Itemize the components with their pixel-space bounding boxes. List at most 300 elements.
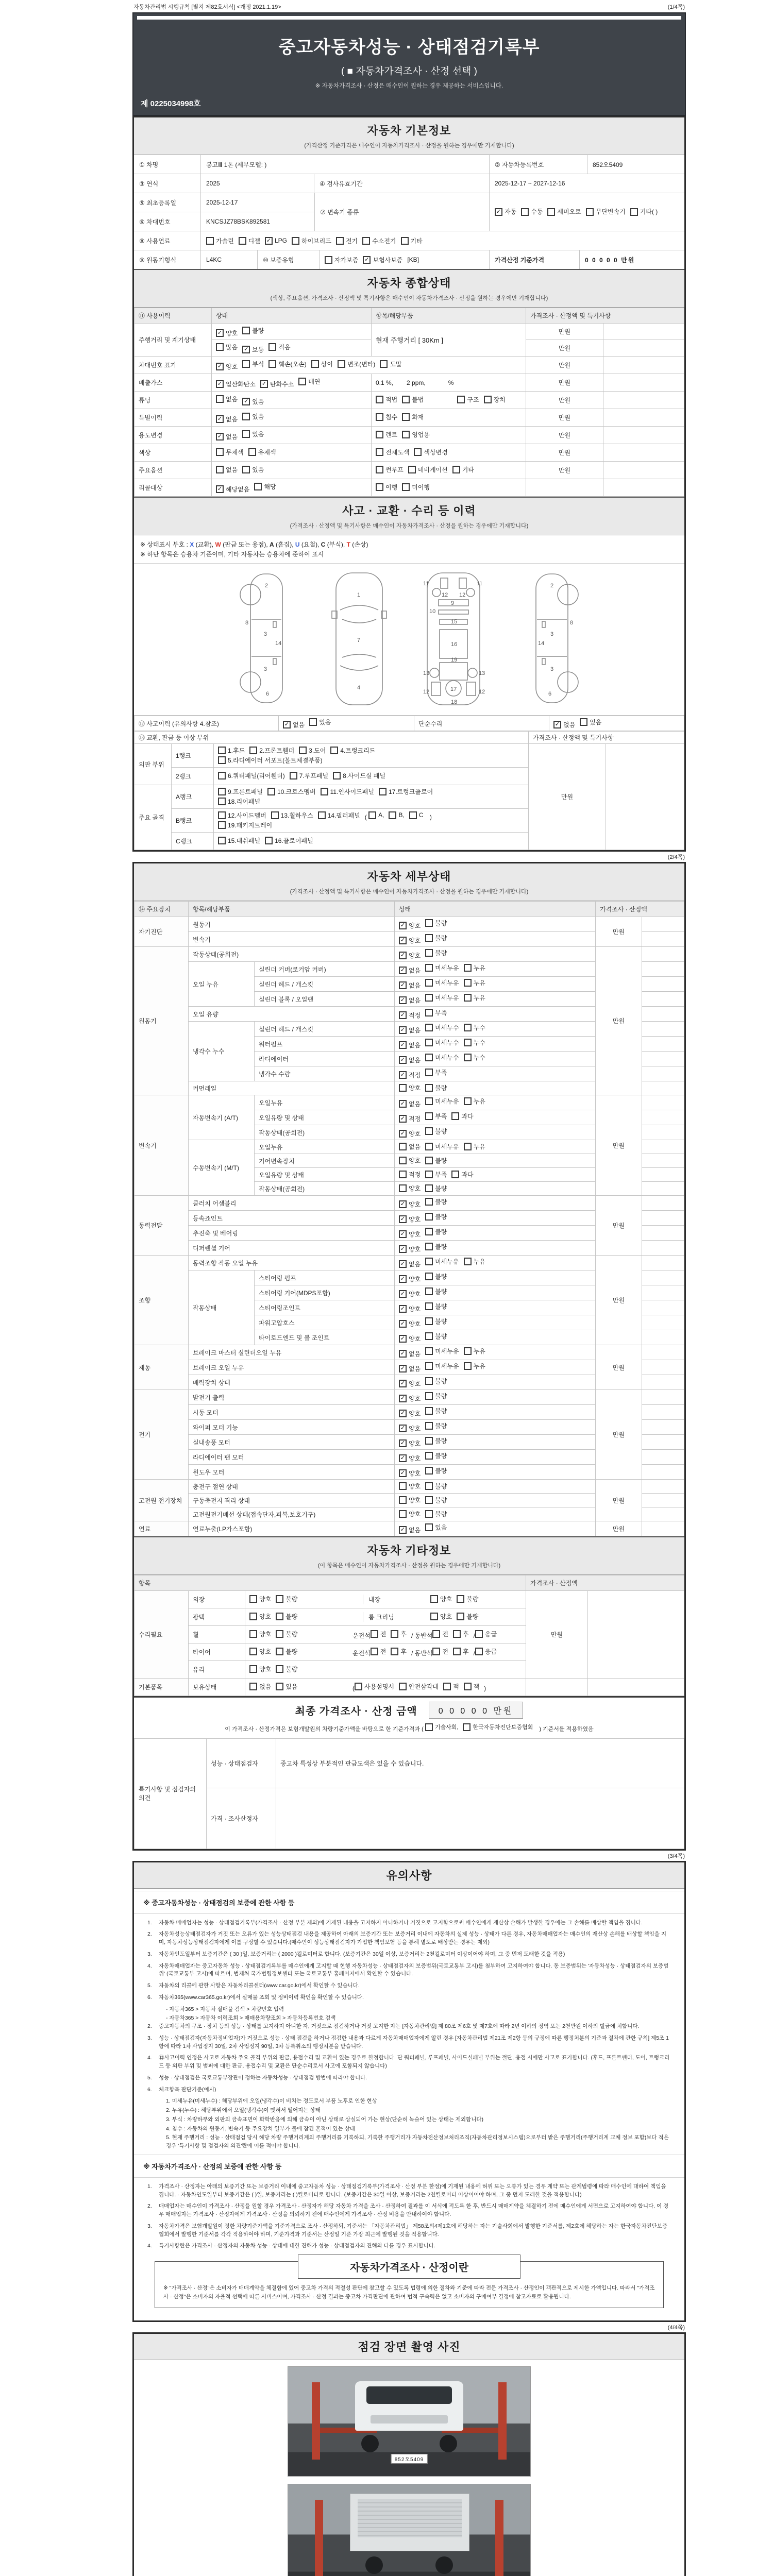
checkbox: 불량 — [457, 1595, 478, 1603]
checkbox: 안전삼각대 — [399, 1682, 439, 1691]
checkbox: 불량 — [425, 1510, 447, 1518]
notice-item: 1. 가격조사 · 산정자는 아래의 보증기간 또는 보증거리 이내에 중고자동차 성능 · 상태점검기록부(가격조사 · 산정 부분 한정)에 기재된 내용에 허위 또는 오류가 있는 경우 계약 또는 관계법령에 따라 매수인에 대하여 책임을 집니다. · 자동차인도일부터 보증기간은 ( )일, 보증거리는 ( )킬로미터로 합니다. (보증기간은 30일 이상, 보증거리는 2천킬로미터 이상이어야 하며, 그 중 먼저 도래한 것을 적용합니다) — [147, 2183, 666, 2198]
truck-wheel-icon — [365, 2556, 383, 2574]
state-options — [395, 1521, 596, 1536]
checkbox: 있음 — [309, 718, 331, 726]
svg-text:6: 6 — [548, 691, 552, 697]
table-cell — [642, 1022, 684, 1037]
state-options — [395, 1480, 596, 1494]
checkbox: 양호 — [249, 1665, 271, 1673]
notice-item: 3. 자동차가격은 보험개발원이 정한 차량기준가액을 기준가격으로 조사 · 산정하되, 기준서는 「자동차관리법」 제58조의4제1호에 해당하는 자는 기술사회에서 발행한 기준서를, 제2호에 해당하는 자는 한국자동차진단보증협회에서 발행한 기준서를 각각 적용하여야 하며, 기준가격과 기준서는 산정일 기준 가장 최근에 발행된 것을 적용합니다. — [147, 2223, 668, 2238]
svg-text:18: 18 — [451, 699, 458, 705]
usage-label: 튜닝 — [135, 392, 212, 409]
checkbox: 불량 — [425, 1392, 447, 1400]
rank-items — [214, 785, 529, 809]
other-item-label: 보유상태 — [189, 1679, 245, 1696]
text-fragment: ) 기준서를 적용하였음 — [537, 1726, 594, 1733]
table-cell: 만원 — [526, 1591, 588, 1679]
definition-box-text: ※ "가격조사 · 산정"은 소비자가 매매계약을 체결함에 있어 중고차 가격의 적절성 판단에 참고할 수 있도록 법령에 의한 절차와 기준에 따라 전문 가격조사 · 산정인이 객관적으로 제시한 가액입니다. 따라서 "가격조사 · 산정"은 소비자의 자율적 선택에 따른 서비스이며, 가격조사 · 산정 결과는 중고차 가격판단에 관하여 법적 구속력은 없고 소비자의 구매여부 결정에 참고자료로 활용됩니다. — [163, 2285, 655, 2300]
checkbox: 불량 — [457, 1612, 478, 1621]
detail-col-state: 상태 — [395, 902, 596, 917]
checkbox: 6.쿼터패널(리어휀더) — [218, 771, 285, 780]
checkbox: 불량 — [425, 948, 447, 957]
checkbox: 불량 — [425, 934, 447, 942]
checkbox: 기타 — [401, 236, 423, 245]
lift-post-icon — [315, 2500, 323, 2576]
checkbox: ✓ 양호 — [399, 936, 421, 945]
state-options — [395, 1022, 596, 1037]
text-fragment: ) — [428, 813, 432, 821]
checkbox: 누유 — [464, 993, 485, 1002]
table-cell — [642, 1285, 684, 1300]
warranty-options — [320, 250, 490, 269]
table-cell — [642, 1125, 684, 1140]
table-cell: 만원 — [596, 1196, 642, 1256]
svg-text:12: 12 — [479, 689, 485, 695]
checkbox: 누유 — [464, 1347, 485, 1355]
checkbox: 3.도어 — [299, 746, 326, 755]
checkbox: ✓ 없음 — [399, 1364, 421, 1373]
table-cell — [603, 340, 684, 357]
table-cell — [603, 427, 684, 444]
usage-label: 배출가스 — [135, 374, 212, 392]
other-item-options: 양호 불량 내장 양호 불량 — [245, 1591, 526, 1608]
checkbox: 영업용 — [402, 430, 430, 439]
table-row — [135, 1521, 684, 1536]
text-fragment: ( — [364, 813, 369, 821]
checkbox: ✓ 없음 — [399, 1260, 421, 1268]
checkbox: 불량 — [276, 1647, 297, 1656]
svg-text:4: 4 — [357, 685, 361, 691]
table-row — [135, 479, 684, 497]
table-cell: 만원 — [596, 1480, 642, 1521]
label-fuel: ⑧ 사용연료 — [134, 231, 201, 250]
table-cell — [212, 479, 372, 497]
table-cell — [603, 409, 684, 427]
table-cell — [642, 1211, 684, 1226]
checkbox: 불량 — [425, 1287, 447, 1296]
svg-text:14: 14 — [538, 640, 545, 647]
item-label: 작동상태 — [189, 1270, 255, 1345]
item-label: 발전기 출력 — [189, 1390, 395, 1405]
checkbox: 7.루프패널 — [290, 771, 328, 780]
table-cell — [642, 1315, 684, 1330]
text-fragment: (교환), — [194, 541, 215, 548]
checkbox: 있음 — [242, 465, 264, 474]
state-options — [395, 1182, 596, 1196]
checkbox: 미세누수 — [425, 1053, 459, 1062]
checkbox: 침수 — [376, 413, 397, 421]
table-cell: 만원 — [596, 1345, 642, 1390]
fuel-options — [201, 231, 684, 250]
checkbox: 양호 — [249, 1647, 271, 1656]
table-cell — [212, 357, 526, 374]
checkbox: 누수 — [464, 1023, 485, 1032]
table-cell — [642, 1375, 684, 1390]
checkbox: ✓ 양호 — [399, 1230, 421, 1239]
notice-subitem: - 자동차365 > 자동차 실매물 검색 > 차량번호 입력 — [166, 2006, 284, 2012]
checkbox: 18.리어패널 — [218, 797, 260, 806]
lift-post-icon — [495, 2500, 503, 2576]
exchange-section-label: ⑬ 교환, 판금 등 이상 부위 — [135, 732, 529, 744]
checkbox: ✓ 양호 — [216, 362, 238, 371]
checkbox: A, — [368, 811, 384, 819]
table-cell — [642, 1081, 684, 1095]
device-group-label: 동력전달 — [135, 1196, 189, 1256]
part-label: 실린더 블록 / 오일팬 — [255, 992, 395, 1007]
checkbox: ✓ 양호 — [399, 1290, 421, 1298]
checkbox: 누유 — [464, 1142, 485, 1151]
notice-box — [132, 1861, 686, 2322]
table-cell — [642, 1052, 684, 1066]
usage-label: 주요옵션 — [135, 462, 212, 479]
final-price-note — [134, 1723, 684, 1733]
svg-text:3: 3 — [264, 631, 267, 637]
checkbox: 미세누유 — [425, 993, 459, 1002]
checkbox: 16.플로어패널 — [265, 836, 313, 845]
vehicle-top-diagram — [330, 570, 389, 708]
page-topline — [132, 0, 686, 12]
item-label: 커먼레일 — [189, 1081, 395, 1095]
checkbox: 부족 — [425, 1068, 447, 1077]
table-cell: 만원 — [526, 427, 603, 444]
checkbox: ✓ 없음 — [553, 720, 575, 729]
device-group-label: 자기진단 — [135, 917, 189, 947]
svg-text:12: 12 — [423, 689, 430, 695]
text-fragment: [KB] — [407, 256, 419, 263]
table-cell — [603, 462, 684, 479]
text-fragment: W — [215, 541, 221, 548]
table-row — [135, 1095, 684, 1110]
table-cell — [642, 1037, 684, 1052]
checkbox: 전 — [432, 1647, 448, 1656]
checkbox: ✓ 보험사보증 — [363, 256, 402, 264]
svg-text:19: 19 — [451, 657, 458, 663]
checkbox: 19.패키지트레이 — [218, 821, 272, 829]
usage-label: 차대번호 표기 — [135, 357, 212, 374]
other-item-options: 양호 불량 룸 크리닝 양호 불량 — [245, 1608, 526, 1626]
table-cell — [642, 1168, 684, 1182]
form-reference: 자동차관리법 시행규칙 [별지 제82호서식] <개정 2021.1.19> — [133, 4, 281, 10]
summary-title: 자동차 종합상태 — [367, 277, 451, 290]
device-group-label: 조향 — [135, 1256, 189, 1345]
item-label: 오일 유량 — [189, 1007, 395, 1022]
detail-col-price: 가격조사 · 산정액 — [596, 902, 684, 917]
checkbox: 불량 — [276, 1665, 297, 1673]
checkbox: 미세누수 — [425, 1023, 459, 1032]
checkbox: 매연 — [298, 377, 320, 386]
checkbox: 불량 — [425, 1227, 447, 1236]
item-label: 윈도우 모터 — [189, 1465, 395, 1480]
legend-line-2: ※ 하단 항목은 승용차 기준이며, 기타 자동차는 승용차에 준하여 표시 — [140, 551, 324, 558]
rank-items — [214, 833, 529, 850]
checkbox: 누유 — [464, 1362, 485, 1370]
table-row — [135, 357, 684, 374]
table-cell — [372, 427, 526, 444]
photo-title: 점검 장면 촬영 사진 — [358, 2340, 461, 2353]
state-options — [395, 1435, 596, 1450]
state-options — [395, 1211, 596, 1226]
checkbox: 2.프론트휀더 — [249, 746, 294, 755]
vehicle-side-right-diagram — [518, 570, 580, 708]
checkbox: 불량 — [276, 1595, 297, 1603]
table-row — [135, 409, 684, 427]
device-group-label: 고전원 전기장치 — [135, 1480, 189, 1521]
state-options — [395, 962, 596, 977]
table-row — [135, 1480, 684, 1494]
opinions-table — [134, 1738, 684, 1849]
checkbox: 누유 — [464, 978, 485, 987]
device-group-label: 변속기 — [135, 1095, 189, 1196]
state-options — [395, 1285, 596, 1300]
item-label: 실내송풍 모터 — [189, 1435, 395, 1450]
checkbox: 미세누유 — [425, 1142, 459, 1151]
checkbox: 13.휠하우스 — [271, 811, 313, 820]
svg-text:11: 11 — [423, 581, 429, 587]
svg-text:8: 8 — [570, 620, 574, 626]
checkbox: 전 — [432, 1630, 448, 1638]
table-cell — [212, 392, 372, 409]
item-label: 변속기 — [189, 932, 395, 947]
part-label: 실린더 헤드 / 개스킷 — [255, 1022, 395, 1037]
checkbox: ✓ 없음 — [399, 1056, 421, 1064]
table-cell — [212, 444, 372, 462]
table-cell — [642, 1300, 684, 1315]
state-options — [395, 1256, 596, 1270]
state-options — [395, 1052, 596, 1066]
checkbox: 11.인사이드패널 — [321, 787, 374, 796]
item-label: 클러치 어셈블리 — [189, 1196, 395, 1211]
table-cell — [642, 1154, 684, 1168]
checkbox: 화재 — [402, 413, 424, 421]
checkbox: 있음 — [425, 1523, 447, 1532]
inspector-opinion: 중고차 특성상 부분적인 판금도색은 있을 수 있습니다. — [276, 1738, 684, 1788]
other-col-item: 항목 — [135, 1575, 526, 1591]
svg-text:17: 17 — [450, 686, 457, 692]
checkbox: 장치 — [484, 395, 506, 404]
checkbox: 4.트렁크리드 — [330, 746, 375, 755]
svg-text:2: 2 — [265, 583, 268, 589]
checkbox: 미세누수 — [425, 1038, 459, 1047]
transmission-options — [490, 193, 684, 231]
checkbox: ✓ 양호 — [399, 1409, 421, 1418]
checkbox: 미이행 — [402, 483, 430, 492]
checkbox: 10.크로스멤버 — [267, 787, 316, 796]
notice-subitem: 4. 침수 : 자동차의 원동기, 변속기 등 주요장치 일부가 물에 잠긴 흔적이 있는 상태 — [166, 2125, 355, 2132]
notice-item: 4. 특기사항란은 가격조사 · 산정자의 자동차 성능 · 상태에 대한 견해가 성능 · 상태점검자의 견해와 다를 경우 표시합니다. — [147, 2243, 435, 2249]
checkbox: ✓ 양호 — [399, 921, 421, 930]
checkbox: 누수 — [464, 1038, 485, 1047]
item-label: 시동 모터 — [189, 1405, 395, 1420]
table-cell — [603, 479, 684, 497]
checkbox: 부족 — [425, 1170, 447, 1179]
checkbox: 누유 — [464, 1257, 485, 1266]
item-label: 냉각수 누수 — [189, 1022, 255, 1081]
value-reg-no: 852오5409 — [593, 161, 623, 168]
part-label: 스티어링조인트 — [255, 1300, 395, 1315]
state-options — [395, 1140, 596, 1154]
state-options — [395, 1125, 596, 1140]
checkbox: 불량 — [425, 1332, 447, 1341]
label-vin: ⑥ 차대번호 — [134, 212, 201, 231]
table-row — [135, 744, 684, 768]
state-options — [395, 1420, 596, 1435]
detail-table — [134, 901, 684, 1536]
item-label: 추진축 및 베어링 — [189, 1226, 395, 1241]
text-fragment: T — [346, 541, 350, 548]
basic-info-table — [134, 155, 684, 269]
state-options — [395, 1270, 596, 1285]
truck-shutter-icon — [358, 2499, 462, 2537]
state-options — [395, 947, 596, 962]
checkbox: 세미오토 — [547, 206, 581, 218]
state-options — [395, 1315, 596, 1330]
svg-text:13: 13 — [479, 670, 485, 676]
checkbox: 있음 — [242, 412, 264, 421]
inspector-label: 성능 · 상태점검자 — [207, 1738, 276, 1788]
checkbox: 전 — [371, 1647, 386, 1656]
checkbox: 무단변속기 — [586, 206, 626, 218]
table-cell — [642, 1345, 684, 1360]
checkbox: 구조 — [457, 395, 479, 404]
checkbox: ✓ 없음 — [399, 966, 421, 975]
table-cell — [642, 1521, 684, 1536]
table-cell — [642, 1450, 684, 1465]
inspection-photo-front — [288, 2366, 531, 2477]
table-cell — [642, 1390, 684, 1405]
checkbox: B, — [389, 811, 404, 819]
checkbox: 없음 — [216, 465, 238, 474]
svg-text:3: 3 — [264, 666, 267, 672]
part-label: 스티어링 기어(MDPS포함) — [255, 1285, 395, 1300]
checkbox: 하이브리드 — [292, 236, 331, 245]
table-cell — [212, 462, 372, 479]
checkbox: 디젤 — [239, 236, 260, 245]
checkbox: 누유 — [464, 963, 485, 972]
checkbox: 미세누유 — [425, 1362, 459, 1370]
item-label: 동력조향 작동 오일 누유 — [189, 1256, 395, 1270]
simple-repair-options — [549, 716, 684, 731]
checkbox: 미세누유 — [425, 1257, 459, 1266]
table-cell — [603, 324, 684, 340]
table-row — [135, 324, 684, 340]
checkbox: 불량 — [425, 1406, 447, 1415]
table-cell: 만원 — [596, 1390, 642, 1480]
table-cell: 만원 — [596, 1521, 642, 1536]
part-label: 실린더 헤드 / 개스킷 — [255, 977, 395, 992]
item-label: 자동변속기 (A/T) — [189, 1095, 255, 1140]
state-options — [395, 1095, 596, 1110]
checkbox: ✓ 양호 — [399, 1454, 421, 1463]
checkbox: 전체도색 — [376, 448, 409, 456]
notice-header — [134, 1862, 684, 1889]
checkbox: 불량 — [425, 1127, 447, 1136]
notice-subitem: - 자동차365 > 자동차 이력조회 > 매매용차량조회 > 자동차등록번호 검색 — [166, 2015, 336, 2022]
rank-label: A랭크 — [172, 785, 214, 809]
text-fragment: 2 ppm, — [407, 379, 426, 386]
table-cell — [642, 962, 684, 977]
detail-col-item: 항목/해당부품 — [189, 902, 395, 917]
text-fragment: ※ 상태표시 부호 : — [140, 541, 190, 548]
checkbox: 한국자동차진단보증협회 — [463, 1723, 533, 1731]
price-appraisal-definition-box — [155, 2261, 664, 2308]
checkbox: 전 — [371, 1630, 386, 1638]
notice-item: 3. 성능 · 상태점검자(자동차정비업자)가 거짓으로 성능 · 상태 점검을 하거나 점검한 내용과 다르게 자동차매매업자에게 알린 경우 [자동차관리법 제21조 제2항 등의 규정에 따른 행정처분의 기준과 절차에 관한 규칙] 제5조 1항에 따라 1차 사업정지 30일, 2차 사업정지 90일, 3차 등록취소의 행정처분을 받습니다. — [147, 2035, 669, 2049]
checkbox: 양호 — [399, 1510, 421, 1518]
table-cell — [642, 1066, 684, 1081]
checkbox: 응급 — [475, 1647, 497, 1656]
checkbox: 불법 — [402, 395, 424, 404]
other-subtitle: (이 항목은 매수인이 자동차가격조사 · 산정을 원하는 경우에만 기재합니다) — [317, 1563, 501, 1569]
label-engine-type: ⑨ 원동기형식 — [134, 250, 201, 269]
truck-front-icon — [355, 2381, 463, 2431]
table-cell — [212, 409, 372, 427]
svg-text:1: 1 — [357, 592, 361, 598]
definition-box-title: 자동차가격조사 · 산정이란 — [298, 2255, 520, 2279]
notice-item: 5. 자동차의 리콜에 관한 사항은 자동차리콜센터(www.car.go.kr)에서 확인할 수 있습니다. — [147, 1982, 360, 1989]
value-vin: KNCSJZ78BSK892581 — [206, 218, 271, 225]
photo-header — [134, 2334, 684, 2360]
part-label: 오일누유 — [255, 1140, 395, 1154]
checkbox: 불량 — [425, 1197, 447, 1206]
truck-wheel-icon — [435, 2556, 453, 2574]
table-cell — [526, 479, 603, 497]
checkbox: ✓ 없음 — [283, 720, 305, 729]
checkbox: 양호 — [399, 1496, 421, 1504]
checkbox: 불량 — [425, 1184, 447, 1193]
legend-line-1 — [140, 540, 678, 549]
table-cell — [603, 444, 684, 462]
checkbox: ✓ 양호 — [399, 1439, 421, 1448]
checkbox: 자가보증 — [325, 256, 358, 264]
item-label: 디퍼렌셜 기어 — [189, 1241, 395, 1256]
checkbox: 응급 — [475, 1630, 497, 1638]
detail-title: 자동차 세부상태 — [367, 870, 451, 883]
checkbox: 네비게이션 — [408, 465, 448, 474]
text-fragment: / — [473, 1632, 475, 1639]
page-marker-1: (1/4쪽) — [667, 4, 685, 10]
checkbox: 없음 — [399, 1142, 421, 1151]
item-label: 구동축전지 격리 상태 — [189, 1494, 395, 1507]
truck-grille-icon — [371, 2415, 448, 2424]
checkbox: ✓ 양호 — [399, 1200, 421, 1209]
table-cell: 만원 — [596, 1256, 642, 1345]
other-item-options — [245, 1679, 526, 1696]
checkbox: 불량 — [425, 1482, 447, 1490]
device-group-label: 원동기 — [135, 947, 189, 1095]
notice-section2-list — [134, 2178, 684, 2258]
notice-item: 4. 자동차매매업자는 중고자동차 성능 · 상태점검기록부를 매수인에게 고지할 때 현행 자동차성능 · 상태점검자의 보증범위(국토교통부 고시)를 첨부하여 고지하여야 합니다. 동 보증범위는 '자동차성능 · 상태점검자의 보증범위' (국토교통부 고시)에 따르며, 법제처 국가법령정보센터 또는 국토교통부 홈페이지에서 확인할 수 있습니다. — [147, 1962, 669, 1977]
state-options — [395, 932, 596, 947]
checkbox: 9.프론트패널 — [218, 787, 263, 796]
checkbox: 14.필러패널 — [318, 811, 360, 820]
notice-section1-heading: ※ 중고자동차성능 · 상태점검의 보증에 관한 사항 등 — [134, 1891, 684, 1914]
part-label: 스티어링 펌프 — [255, 1270, 395, 1285]
checkbox: 과다 — [451, 1112, 473, 1121]
svg-text:2: 2 — [550, 583, 554, 589]
checkbox: 양호 — [399, 1156, 421, 1165]
other-group-label: 기본품목 — [135, 1679, 189, 1696]
checkbox: ✓ 자동 — [495, 206, 516, 218]
table-cell — [642, 1256, 684, 1270]
table-cell — [642, 1435, 684, 1450]
item-label: 연료누출(LP가스포함) — [189, 1521, 395, 1536]
table-cell — [372, 392, 526, 409]
notice-section2-heading: ※ 자동차가격조사 · 산정의 보증에 관한 사항 등 — [134, 2155, 684, 2178]
table-cell — [372, 409, 526, 427]
checkbox: 15.대쉬패널 — [218, 836, 260, 845]
checkbox: ✓ 적정 — [399, 1011, 421, 1020]
